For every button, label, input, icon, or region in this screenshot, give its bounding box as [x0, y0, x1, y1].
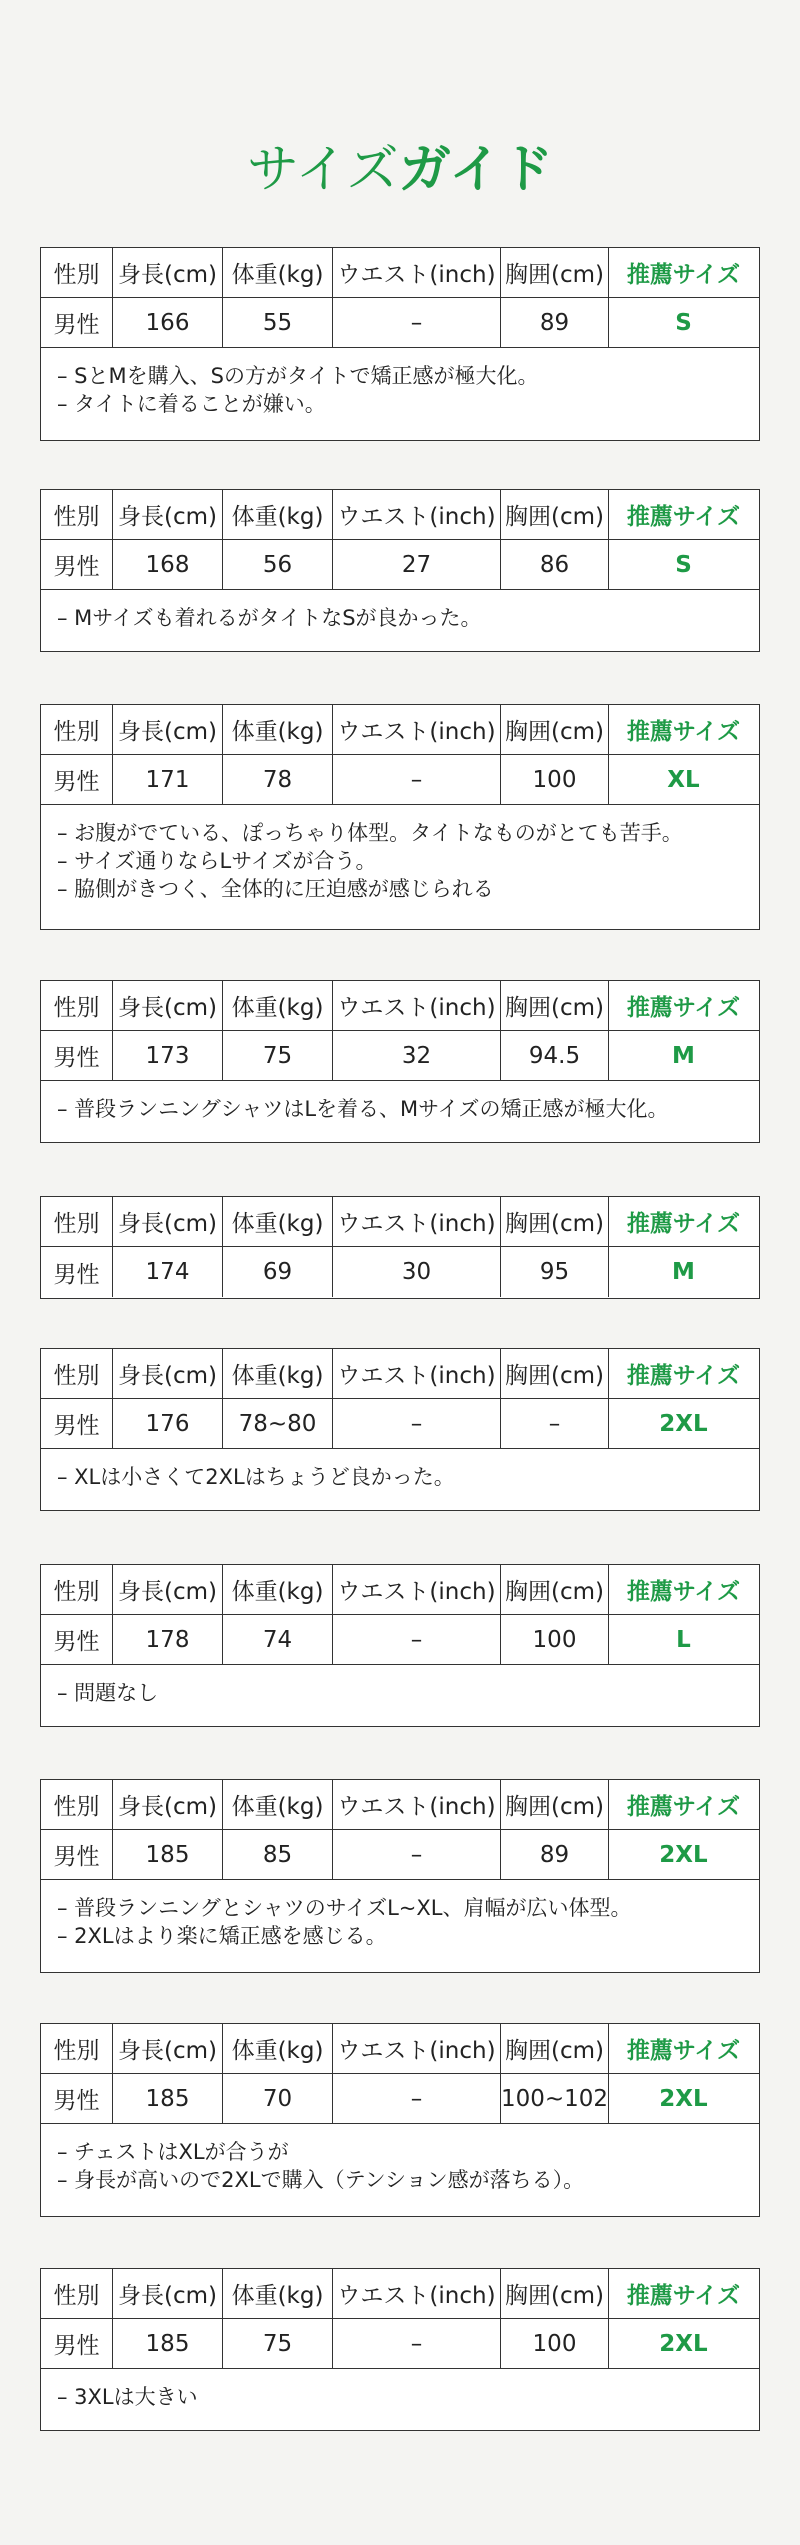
size-card [40, 489, 760, 652]
cell-height: 178 [113, 1615, 223, 1664]
page-title-part2: ガイド [398, 140, 554, 200]
table-header-row [41, 248, 759, 298]
header-height: 身長(cm) [113, 981, 223, 1030]
cell-waist: 30 [333, 1247, 501, 1297]
cell-chest: 100 [501, 755, 609, 804]
cell-recommended-size: 2XL [659, 2330, 708, 2357]
note-line: – 普段ランニングシャツはLを着る、Mサイズの矯正感が極大化。 [57, 1097, 669, 1121]
header-chest: 胸囲(cm) [501, 1197, 609, 1246]
header-weight: 体重(kg) [223, 1780, 333, 1829]
cell-weight: 69 [223, 1247, 333, 1297]
cell-weight: 75 [223, 1031, 333, 1080]
notes [41, 590, 759, 646]
header-weight: 体重(kg) [223, 2024, 333, 2073]
header-weight: 体重(kg) [223, 490, 333, 539]
cell-recommended-size: S [675, 551, 692, 578]
cell-recommended-size: 2XL [659, 2085, 708, 2112]
note-line: – チェストはXLが合うが [57, 2140, 289, 2164]
table-row [41, 540, 759, 590]
table-row [41, 2074, 759, 2124]
header-height: 身長(cm) [113, 1349, 223, 1398]
header-chest: 胸囲(cm) [501, 2024, 609, 2073]
cell-chest: 89 [501, 298, 609, 347]
table-header-row [41, 1565, 759, 1615]
header-recommended-size: 推薦サイズ [626, 2283, 741, 2309]
header-chest: 胸囲(cm) [501, 1565, 609, 1614]
cell-chest: 86 [501, 540, 609, 589]
notes [41, 2369, 759, 2425]
size-card [40, 2023, 760, 2217]
header-height: 身長(cm) [113, 2024, 223, 2073]
note-line: – Mサイズも着れるがタイトなSが良かった。 [57, 606, 482, 630]
cell-gender: 男性 [41, 540, 113, 589]
cell-gender: 男性 [41, 2074, 113, 2123]
cell-height: 174 [113, 1247, 223, 1297]
header-weight: 体重(kg) [223, 1197, 333, 1246]
cell-gender: 男性 [41, 1399, 113, 1448]
cell-recommended-size: 2XL [659, 1841, 708, 1868]
cell-gender: 男性 [41, 298, 113, 347]
header-waist: ウエスト(inch) [333, 248, 501, 297]
cell-height: 176 [113, 1399, 223, 1448]
header-recommended-size: 推薦サイズ [626, 504, 741, 530]
header-recommended-size: 推薦サイズ [626, 1211, 741, 1237]
table-row [41, 298, 759, 348]
header-gender: 性別 [41, 1197, 113, 1246]
header-height: 身長(cm) [113, 1780, 223, 1829]
header-chest: 胸囲(cm) [501, 1780, 609, 1829]
note-line: – サイズ通りならLサイズが合う。 [57, 849, 377, 873]
header-chest: 胸囲(cm) [501, 490, 609, 539]
cell-waist: – [333, 2074, 501, 2123]
header-waist: ウエスト(inch) [333, 981, 501, 1030]
header-gender: 性別 [41, 490, 113, 539]
header-waist: ウエスト(inch) [333, 1780, 501, 1829]
note-line: – 3XLは大きい [57, 2385, 198, 2409]
cell-weight: 78~80 [223, 1399, 333, 1448]
size-card [40, 1564, 760, 1727]
cell-waist: 32 [333, 1031, 501, 1080]
cell-height: 185 [113, 1830, 223, 1879]
header-chest: 胸囲(cm) [501, 1349, 609, 1398]
header-weight: 体重(kg) [223, 1565, 333, 1614]
table-header-row [41, 981, 759, 1031]
cell-recommended-size: XL [667, 766, 700, 793]
size-card [40, 2268, 760, 2431]
cell-weight: 74 [223, 1615, 333, 1664]
header-gender: 性別 [41, 2024, 113, 2073]
cell-recommended-size: M [672, 1042, 695, 1069]
header-weight: 体重(kg) [223, 2269, 333, 2318]
cell-height: 185 [113, 2074, 223, 2123]
cell-weight: 70 [223, 2074, 333, 2123]
table-row [41, 1399, 759, 1449]
table-header-row [41, 1780, 759, 1830]
header-recommended-size: 推薦サイズ [626, 1363, 741, 1389]
note-line: – 問題なし [57, 1681, 159, 1705]
header-gender: 性別 [41, 1565, 113, 1614]
cell-chest: 100~102 [501, 2074, 609, 2123]
header-height: 身長(cm) [113, 1565, 223, 1614]
header-height: 身長(cm) [113, 248, 223, 297]
table-row [41, 755, 759, 805]
header-weight: 体重(kg) [223, 1349, 333, 1398]
cell-chest: 100 [501, 1615, 609, 1664]
header-height: 身長(cm) [113, 490, 223, 539]
cell-weight: 55 [223, 298, 333, 347]
notes [41, 1880, 759, 1964]
note-line: – SとMを購入、Sの方がタイトで矯正感が極大化。 [57, 364, 539, 388]
cell-chest: – [501, 1399, 609, 1448]
cell-height: 171 [113, 755, 223, 804]
cell-height: 166 [113, 298, 223, 347]
cell-gender: 男性 [41, 1615, 113, 1664]
notes [41, 348, 759, 432]
cell-height: 173 [113, 1031, 223, 1080]
table-header-row [41, 1197, 759, 1247]
notes [41, 1081, 759, 1137]
page-title-part1: サイズ [246, 140, 399, 200]
table-row [41, 1031, 759, 1081]
header-height: 身長(cm) [113, 1197, 223, 1246]
header-gender: 性別 [41, 1780, 113, 1829]
header-chest: 胸囲(cm) [501, 2269, 609, 2318]
cell-height: 185 [113, 2319, 223, 2368]
header-weight: 体重(kg) [223, 248, 333, 297]
header-weight: 体重(kg) [223, 981, 333, 1030]
header-height: 身長(cm) [113, 705, 223, 754]
size-card [40, 247, 760, 441]
notes [41, 805, 759, 917]
table-header-row [41, 2024, 759, 2074]
table-header-row [41, 705, 759, 755]
note-line: – XLは小さくて2XLはちょうど良かった。 [57, 1465, 455, 1489]
cell-gender: 男性 [41, 1830, 113, 1879]
header-waist: ウエスト(inch) [333, 1349, 501, 1398]
cell-gender: 男性 [41, 2319, 113, 2368]
header-recommended-size: 推薦サイズ [626, 1794, 741, 1820]
notes [41, 1665, 759, 1721]
cell-weight: 85 [223, 1830, 333, 1879]
cell-recommended-size: S [675, 309, 692, 336]
note-line: – 身長が高いので2XLで購入（テンション感が落ちる）。 [57, 2168, 585, 2192]
header-waist: ウエスト(inch) [333, 490, 501, 539]
header-gender: 性別 [41, 2269, 113, 2318]
cell-waist: – [333, 1830, 501, 1879]
header-recommended-size: 推薦サイズ [626, 1579, 741, 1605]
header-weight: 体重(kg) [223, 705, 333, 754]
header-gender: 性別 [41, 981, 113, 1030]
page-title [0, 130, 800, 210]
header-gender: 性別 [41, 248, 113, 297]
header-recommended-size: 推薦サイズ [626, 2038, 741, 2064]
cell-waist: – [333, 2319, 501, 2368]
cell-weight: 75 [223, 2319, 333, 2368]
note-line: – 普段ランニングとシャツのサイズL~XL、肩幅が広い体型。 [57, 1896, 632, 1920]
table-row [41, 1830, 759, 1880]
header-recommended-size: 推薦サイズ [626, 262, 741, 288]
cell-weight: 78 [223, 755, 333, 804]
header-chest: 胸囲(cm) [501, 981, 609, 1030]
size-card [40, 1196, 760, 1299]
notes [41, 1449, 759, 1505]
header-recommended-size: 推薦サイズ [626, 719, 741, 745]
header-waist: ウエスト(inch) [333, 705, 501, 754]
header-waist: ウエスト(inch) [333, 2269, 501, 2318]
cell-height: 168 [113, 540, 223, 589]
size-card [40, 980, 760, 1143]
note-line: – お腹がでている、ぽっちゃり体型。タイトなものがとても苦手。 [57, 821, 683, 845]
cell-weight: 56 [223, 540, 333, 589]
header-waist: ウエスト(inch) [333, 1565, 501, 1614]
header-gender: 性別 [41, 705, 113, 754]
table-header-row [41, 490, 759, 540]
header-waist: ウエスト(inch) [333, 1197, 501, 1246]
cell-gender: 男性 [41, 1031, 113, 1080]
header-gender: 性別 [41, 1349, 113, 1398]
cell-chest: 89 [501, 1830, 609, 1879]
cell-waist: – [333, 1615, 501, 1664]
table-row [41, 2319, 759, 2369]
cell-waist: – [333, 755, 501, 804]
size-card [40, 1779, 760, 1973]
cell-recommended-size: L [676, 1626, 691, 1653]
cell-waist: – [333, 1399, 501, 1448]
table-header-row [41, 2269, 759, 2319]
cell-recommended-size: M [672, 1259, 695, 1285]
header-chest: 胸囲(cm) [501, 705, 609, 754]
header-waist: ウエスト(inch) [333, 2024, 501, 2073]
cell-chest: 100 [501, 2319, 609, 2368]
cell-gender: 男性 [41, 1247, 113, 1297]
header-height: 身長(cm) [113, 2269, 223, 2318]
note-line: – 脇側がきつく、全体的に圧迫感が感じられる [57, 877, 494, 901]
table-row [41, 1247, 759, 1297]
note-line: – タイトに着ることが嫌い。 [57, 392, 326, 416]
cell-waist: 27 [333, 540, 501, 589]
header-recommended-size: 推薦サイズ [626, 995, 741, 1021]
size-card [40, 1348, 760, 1511]
notes [41, 2124, 759, 2208]
cell-gender: 男性 [41, 755, 113, 804]
cell-chest: 94.5 [501, 1031, 609, 1080]
table-row [41, 1615, 759, 1665]
cell-waist: – [333, 298, 501, 347]
header-chest: 胸囲(cm) [501, 248, 609, 297]
table-header-row [41, 1349, 759, 1399]
cell-chest: 95 [501, 1247, 609, 1297]
size-card [40, 704, 760, 930]
note-line: – 2XLはより楽に矯正感を感じる。 [57, 1924, 387, 1948]
cell-recommended-size: 2XL [659, 1410, 708, 1437]
